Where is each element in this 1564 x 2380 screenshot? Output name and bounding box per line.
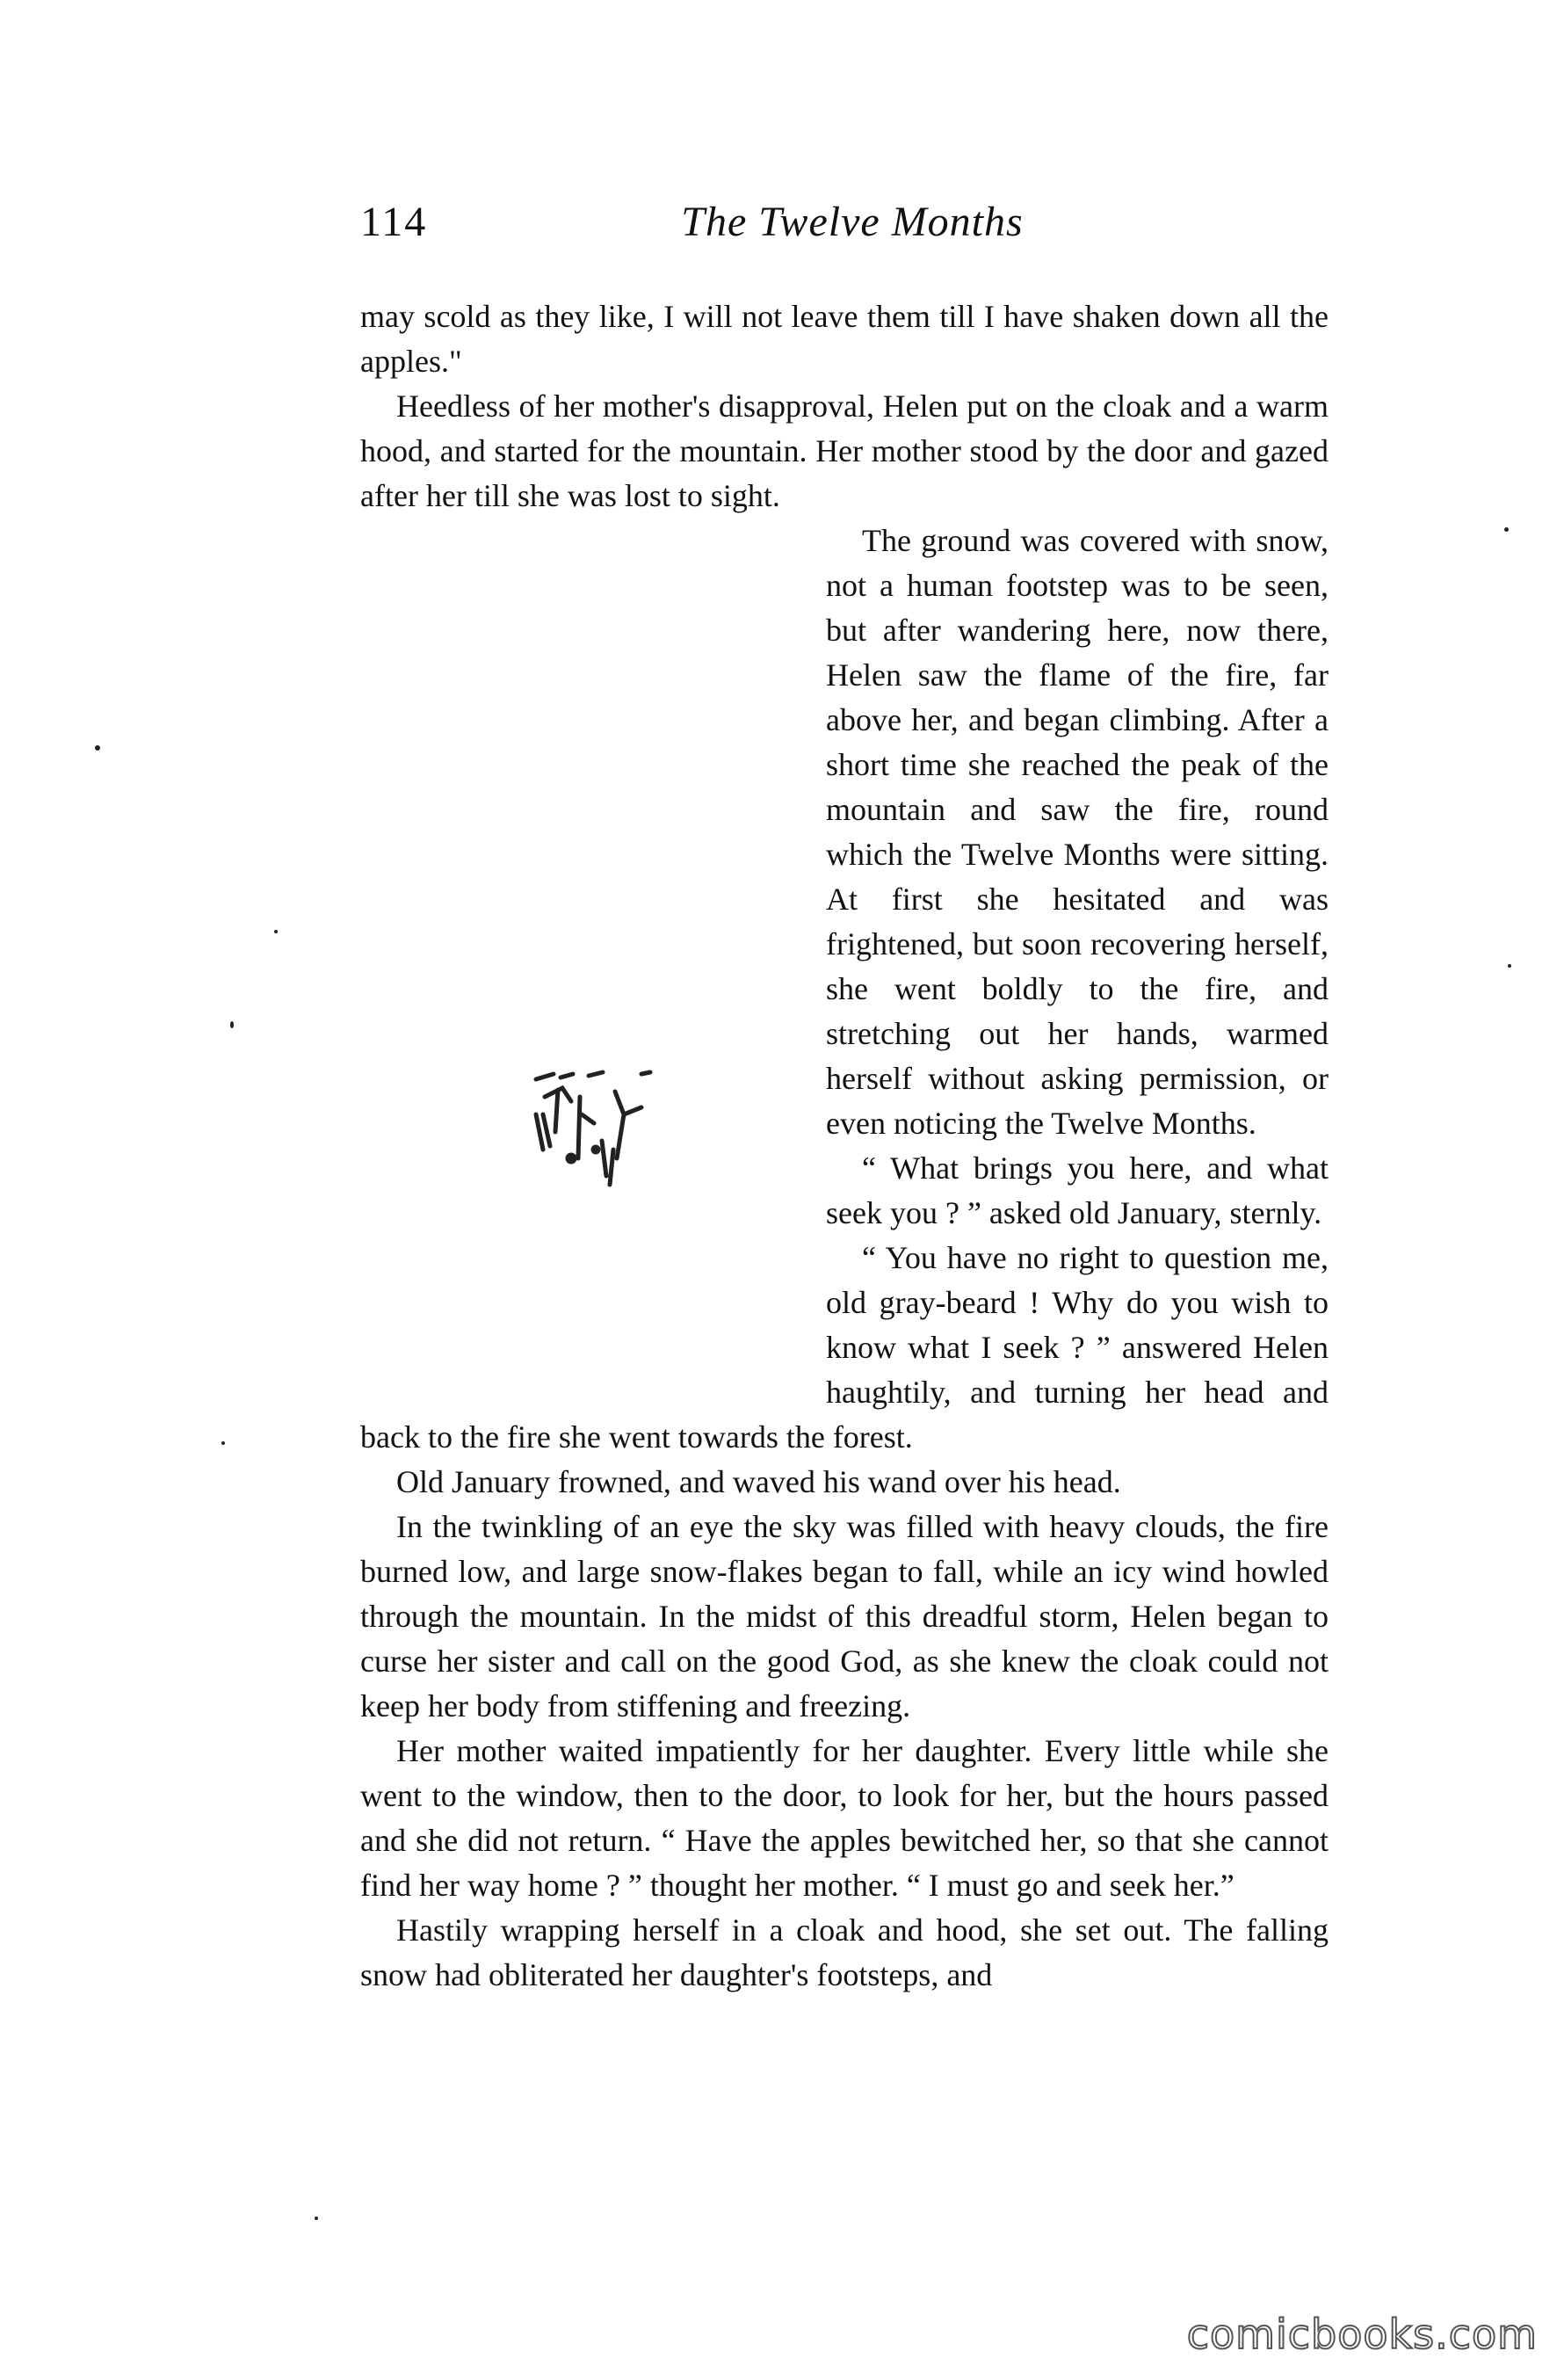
paragraph-5: “ You have no right to question me, old gray-beard ! Why do you wish to know what I seek ? ” answered Helen haughtily, and turning her head and back to the fire she went towards the forest. [360, 1240, 1329, 1455]
page-header [360, 198, 1344, 259]
scan-speck [221, 1441, 225, 1445]
watermark: comicbooks.com [1186, 2311, 1538, 2358]
scan-speck [95, 745, 100, 751]
scan-speck [230, 1021, 234, 1028]
paragraph-2 [360, 384, 1329, 519]
scan-speck [1504, 527, 1509, 532]
scan-speck [315, 2217, 318, 2220]
paragraph-8: Her mother waited impatiently for her daughter. Every little while she went to the window, then to the door, to look for her, but the hours passed and she did not return. “ Have the apples bewitched her, so that she cannot find her way home ? ” thought her mother. “ I must go and seek her.” [360, 1733, 1329, 1903]
paragraph-4: “ What brings you here, and what seek you ? ” asked old January, sternly. [826, 1150, 1329, 1230]
scan-speck [274, 930, 278, 933]
running-title: The Twelve Months [681, 199, 1024, 245]
paragraph-3: The ground was covered with snow, not a human footstep was to be seen, but after wandering here, now there, Helen saw the flame of the fire, far above her, and began climbing. After a short time she reached the peak of the mountain and saw the fire, round which the Twelve Months were sitting. At first she hesitated and was frightened, but soon recovering herself, she went boldly to the fire, and stretching out her hands, warmed herself without asking permission, or even noticing the Twelve Months. [826, 523, 1329, 1141]
paragraph-7: In the twinkling of an eye the sky was filled with heavy clouds, the fire burned low, and large snow-flakes began to fall, while an icy wind howled through the mountain. In the midst of this dreadful storm, Helen began to curse her sister and call on the good God, as she knew the cloak could not keep her body from stiffening and freezing. [360, 1509, 1329, 1723]
scan-speck [1508, 964, 1511, 968]
paragraph-9: Hastily wrapping herself in a cloak and hood, she set out. The falling snow had obliterated her daughter's footsteps, and [360, 1912, 1329, 1992]
illustration-space [360, 519, 826, 1375]
paragraph-2-text: Heedless of her mother's disapproval, Helen put on the cloak and a warm hood, and started for the mountain. Her mother stood by the door and gazed after her till she was lost to sight. [360, 388, 1329, 513]
ink-sketch-figures-icon [518, 1062, 677, 1202]
paragraph-6: Old January frowned, and waved his wand over his head. [396, 1464, 1121, 1499]
page-number: 114 [360, 199, 428, 245]
paragraph-1: may scold as they like, I will not leave them till I have shaken down all the apples." [360, 299, 1329, 379]
body-text [360, 294, 1329, 1998]
